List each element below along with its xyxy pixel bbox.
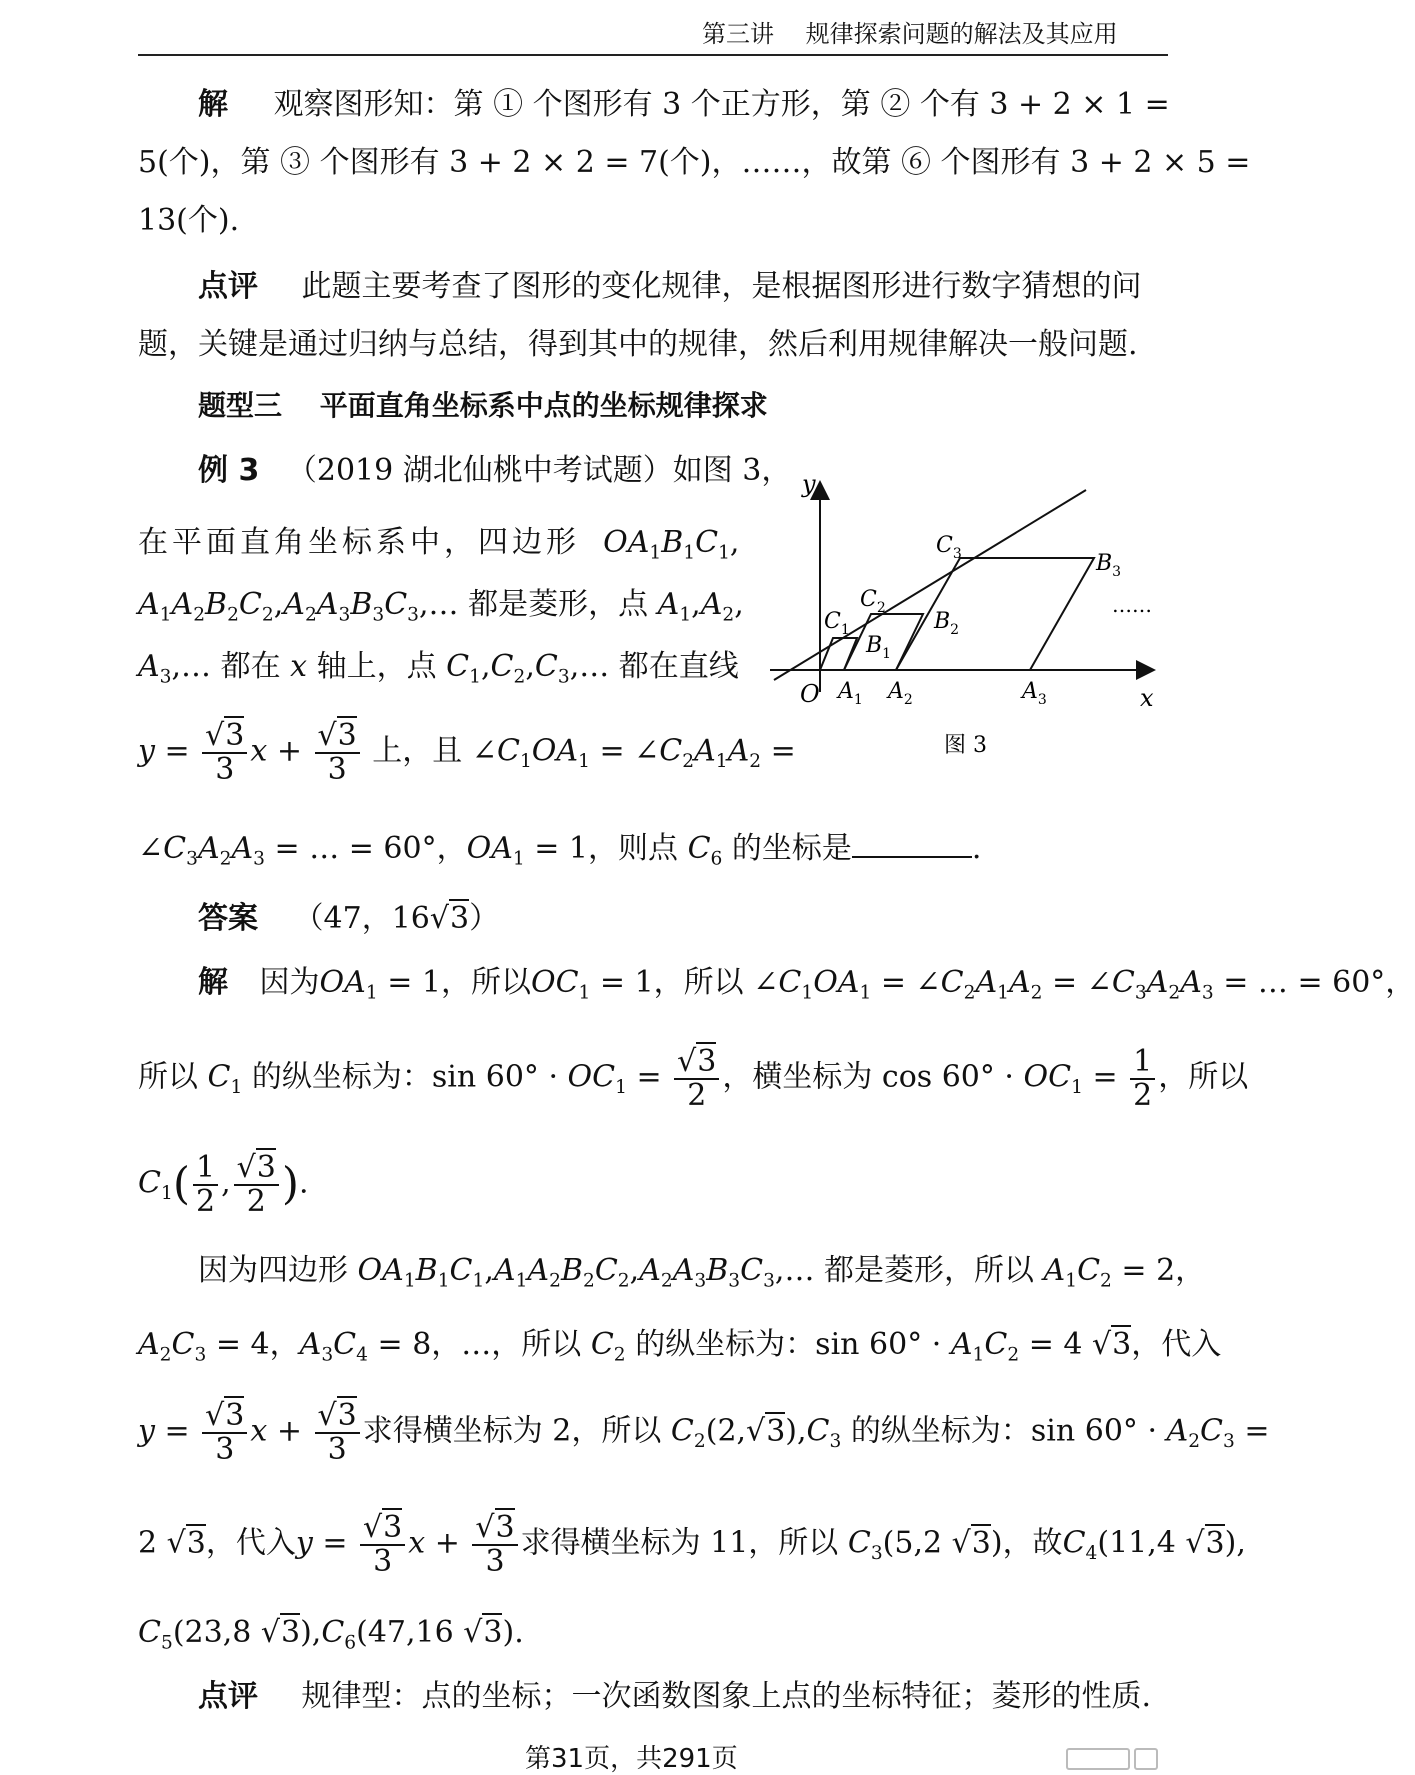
label-A2: $A_2$ xyxy=(888,679,913,708)
review-2-text: 规律型：点的坐标；一次函数图象上点的坐标特征；菱形的性质. xyxy=(301,1679,1152,1714)
example-text-4b: 轴上，点 xyxy=(316,649,437,684)
page-indicator: 第31页，共291页 xyxy=(525,1744,738,1774)
solution-2-text-5d: ，代入 xyxy=(1131,1327,1222,1362)
solution-2-line-4: 因为四边形 $OA_1B_1C_1,A_1A_2B_2C_2,A_2A_3B_3C_3,\dots$ 都是菱形，所以 $A_1C_2 = 2$， xyxy=(198,1253,1206,1292)
solution-2-line-7: 2 √3，代入y = $\frac{√3}{3}$ x + $\frac{√3}{3}$ 求得横坐标为 11，所以 $C_3(5,2$ √3)，故$C_4(11,4$ √3), xyxy=(138,1510,1246,1579)
solution-2-c1-result: $C_1$( $\frac{1}{2}$ , $\frac{√3}{2}$ ). xyxy=(138,1150,309,1219)
solution-2-line-8: $C_5(23,8$ $√3),C_6(47,16$ √3). xyxy=(138,1615,524,1654)
label-A1: $A_1$ xyxy=(838,679,863,708)
example-line-4: $A_3,\dots$ 都在 x 轴上，点 $C_1,C_2,C_3,\dots$ 都在直线 xyxy=(138,649,739,688)
label-B3: $B_3$ xyxy=(1096,551,1122,580)
solution-1-text-1: 观察图形知：第 ① 个图形有 3 个正方形，第 ② 个有 3 + 2 × 1 = xyxy=(273,87,1170,122)
solution-label: 解 xyxy=(198,87,228,122)
answer-line: 答案 （47，16√3） xyxy=(198,901,500,936)
example-text-6b: = 1，则点 xyxy=(534,831,679,866)
solution-2-text-2c: ，横坐标为 cos 60° · xyxy=(722,1059,1024,1095)
rhombus-3 xyxy=(896,558,1094,670)
solution-2-text-2d: ，所以 xyxy=(1158,1059,1249,1095)
scroll-indicator xyxy=(1066,1748,1130,1770)
label-C2: $C_2$ xyxy=(860,587,886,616)
solution-2-text-4a: 因为四边形 xyxy=(198,1253,348,1288)
label-C3: $C_3$ xyxy=(936,533,962,562)
solution-2-line-1: 解 因为$OA_1 = 1$，所以$OC_1 = 1$，所以 $\angle C_1OA_1$ = $\angle C_2A_1A_2$ = $\angle C_3A_2A_3$ = … = 60°， xyxy=(198,965,1415,1004)
continuation-dots: …… xyxy=(1112,593,1152,617)
solution-2-text-5c: 的纵坐标为：sin 60° · xyxy=(635,1327,951,1362)
page-header: 第三讲 规律探索问题的解法及其应用 xyxy=(702,20,1118,48)
solution-2-text-4c: = 2， xyxy=(1121,1253,1206,1288)
solution-2-text-1c: = 1，所以 xyxy=(599,965,744,1000)
example-line-5: y = $\frac{√3}{3}$ x + $\frac{√3}{3}$ 上，且 $\angle C_1OA_1$ = $\angle C_2A_1A_2$ = xyxy=(138,718,796,787)
label-B1: $B_1$ xyxy=(866,633,892,662)
example-line-1 xyxy=(198,453,792,488)
solution-2-text-7c: ，故 xyxy=(1002,1525,1063,1561)
example-line-3: $A_1A_2B_2C_2,A_2A_3B_3C_3,\dots$ 都是菱形，点 $A_1,A_2$, xyxy=(138,587,744,626)
y-label: y xyxy=(802,470,816,498)
solution-2-text-7a: ，代入 xyxy=(205,1525,296,1561)
solution-2-text-8: . xyxy=(514,1615,524,1650)
example-text-6a: = … = 60°， xyxy=(274,831,467,866)
label-B2: $B_2$ xyxy=(934,609,960,638)
example-text-4a: 都在 xyxy=(220,649,281,684)
solution-2-text-6a: 求得横坐标为 2，所以 xyxy=(362,1413,662,1449)
review-2-label: 点评 xyxy=(198,1679,258,1714)
label-C1: $C_1$ xyxy=(824,609,850,638)
solution-2-text-2b: 的纵坐标为：sin 60° · xyxy=(251,1059,568,1095)
example-text-6c: 的坐标是 xyxy=(731,831,852,866)
example-line-2: 在平面直角坐标系中，四边形 $OA_1B_1C_1$, xyxy=(138,525,740,564)
header-rule xyxy=(138,54,1168,56)
origin-label: O xyxy=(800,680,820,708)
solution-2-label: 解 xyxy=(198,965,228,1000)
label-A3: $A_3$ xyxy=(1022,679,1047,708)
example-source: （2019 湖北仙桃中考试题）如图 3， xyxy=(286,453,792,488)
solution-2-text-7b: 求得横坐标为 11，所以 xyxy=(520,1525,839,1561)
review-1-text-1: 此题主要考查了图形的变化规律，是根据图形进行数字猜想的问 xyxy=(301,269,1142,304)
example-line-6: $\angle C_3A_2A_3$ = … = 60°，$OA_1 = 1$，则点 $C_6$ 的坐标是 . xyxy=(138,831,982,870)
x-label: x xyxy=(1140,684,1154,712)
solution-2-text-5a: = 4， xyxy=(215,1327,300,1362)
scroll-indicator-small xyxy=(1134,1748,1158,1770)
solution-2-text-6b: 的纵坐标为：sin 60° · xyxy=(850,1413,1167,1449)
answer-label: 答案 xyxy=(198,901,258,936)
solution-2-text-1a: 因为 xyxy=(259,965,320,1000)
section-title: 题型三 平面直角坐标系中点的坐标规律探求 xyxy=(198,389,768,422)
solution-1-line-3: 13(个). xyxy=(138,203,240,238)
solution-2-line-6: y = $\frac{√3}{3}$ x + $\frac{√3}{3}$ 求得横坐标为 2，所以 $C_2(2,√3),C_3$ 的纵坐标为：$\sin 60^\circ \cdot A_2C_3$ = xyxy=(138,1398,1270,1467)
solution-2-text-5b: = 8，…，所以 xyxy=(377,1327,582,1362)
solution-2-line-5: $A_2C_3 = 4$，$A_3C_4 = 8$，…，所以 $C_2$ 的纵坐标为：$\sin 60^\circ \cdot A_1C_2 = 4$ √3，代入 xyxy=(138,1327,1222,1366)
figure-caption: 图 3 xyxy=(944,733,987,758)
solution-2-text-1b: = 1，所以 xyxy=(387,965,531,1000)
solution-2-text-2a: 所以 xyxy=(138,1059,198,1095)
solution-2-line-2: 所以 $C_1$ 的纵坐标为：$\sin 60^\circ \cdot OC_1$ = $\frac{√3}{2}$ ，横坐标为 $\cos 60^\circ \cdot OC_1$ = $\frac{1}{2}$ ，所以 xyxy=(138,1044,1249,1113)
example-text-3: 都是菱形，点 xyxy=(468,587,649,622)
review-1-line-1 xyxy=(198,269,1142,304)
example-text-4c: 都在直线 xyxy=(618,649,739,684)
figure-3 xyxy=(760,470,1180,760)
solution-2-text-4b: 都是菱形，所以 xyxy=(824,1253,1034,1288)
solution-2-text-1d: = … = 60°， xyxy=(1223,965,1415,1000)
answer-blank xyxy=(852,856,972,858)
solution-1-line-2: 5(个)，第 ③ 个图形有 3 + 2 × 2 = 7(个)，……，故第 ⑥ 个图形有 3 + 2 × 5 = xyxy=(138,145,1251,180)
review-2-line xyxy=(198,1679,1152,1714)
example-text-5: 上，且 xyxy=(372,733,463,769)
answer-value: （47，16 xyxy=(293,901,430,936)
solution-1-line-1 xyxy=(198,87,1170,122)
example-label: 例 3 xyxy=(198,453,260,488)
example-text-2: 在平面直角坐标系中，四边形 xyxy=(138,525,580,560)
review-label: 点评 xyxy=(198,269,258,304)
review-1-line-2: 题，关键是通过归纳与总结，得到其中的规律，然后利用规律解决一般问题. xyxy=(138,327,1138,362)
